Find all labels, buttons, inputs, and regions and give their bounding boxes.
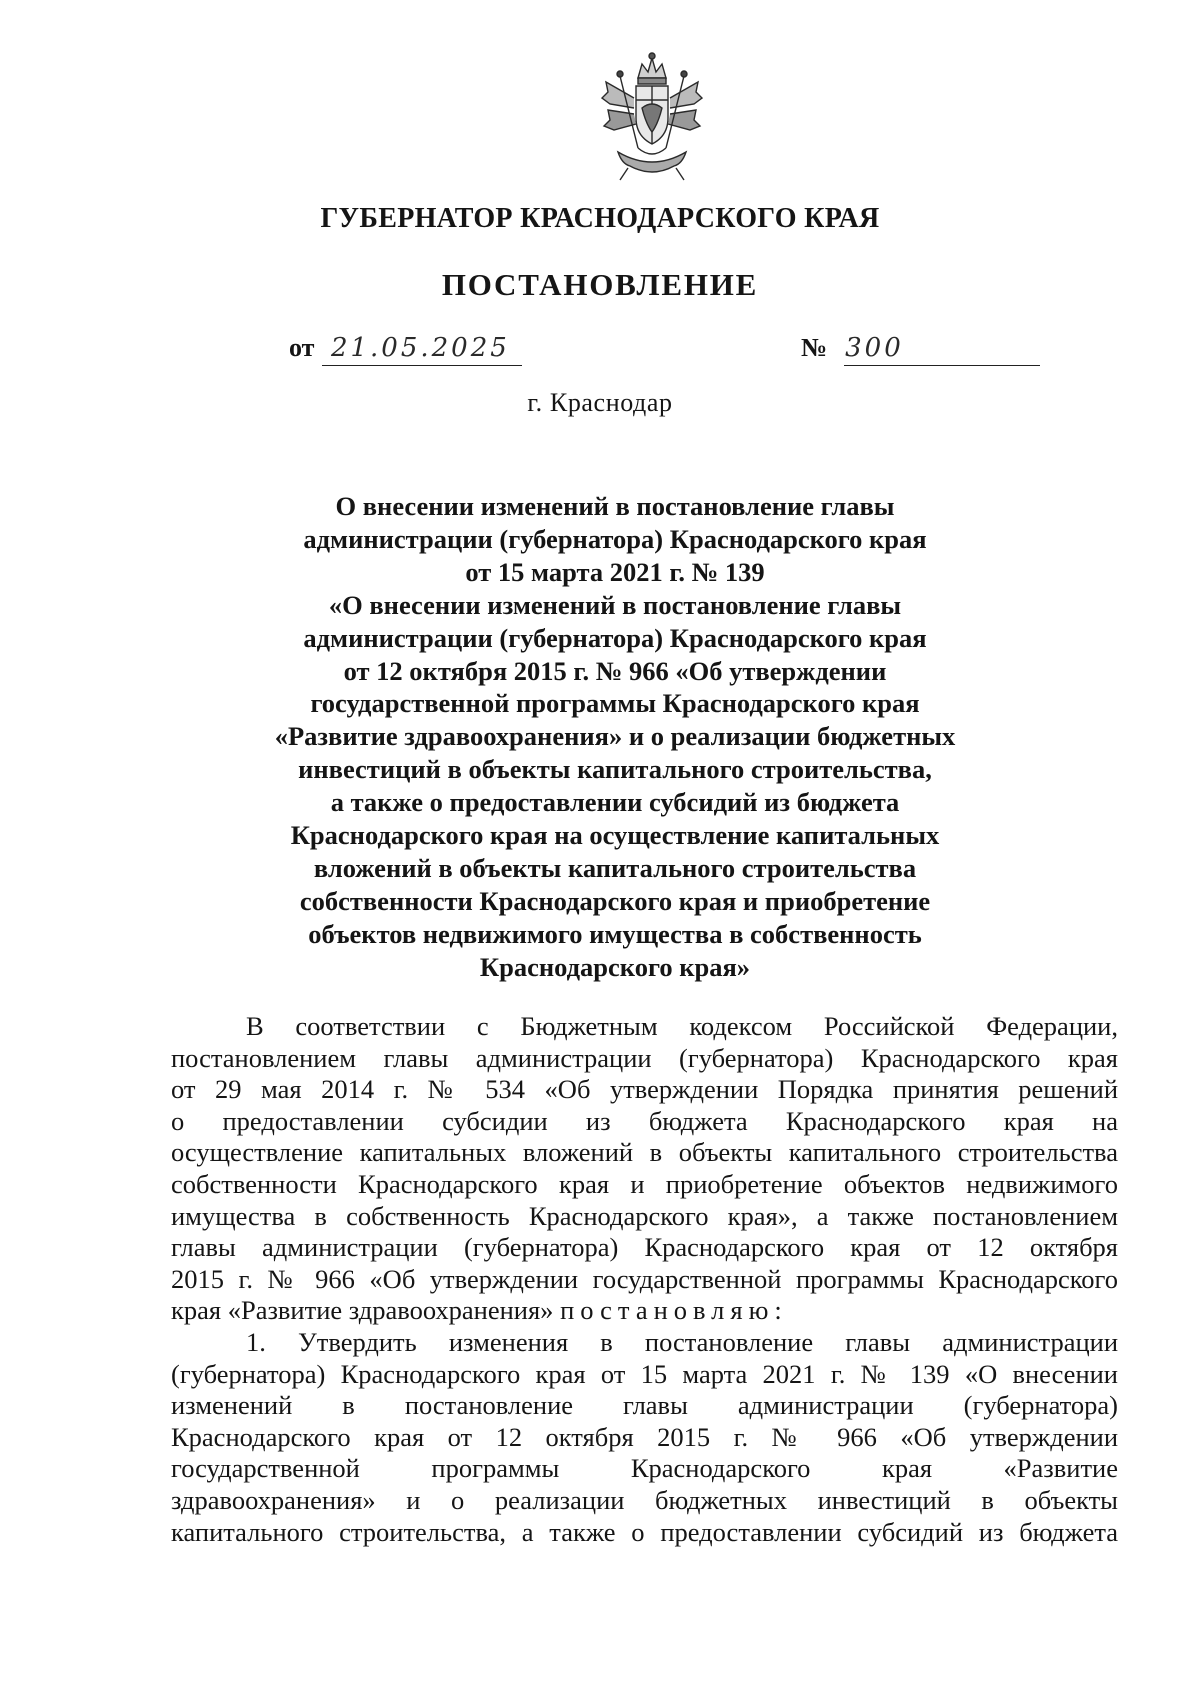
body-line: 2015 г. № 966 «Об утверждении государственной программы Краснодарского [171, 1263, 1118, 1294]
body-line: государственной программы Краснодарского края «Развитие [171, 1453, 1118, 1484]
heading-line: а также о предоставлении субсидий из бюджета [330, 787, 900, 818]
heading-line: администрации (губернатора) Краснодарского края [303, 622, 927, 653]
date-prefix: от [289, 333, 315, 362]
coat-of-arms-emblem [598, 48, 706, 188]
heading-line: от 15 марта 2021 г. № 139 [465, 556, 765, 587]
body-line: от 29 мая 2014 г. № 534 «Об утверждении Порядка принятия решений [171, 1074, 1118, 1105]
handwritten-number: 300 [845, 333, 904, 363]
body-line: Краснодарского края от 12 октября 2015 г. № 966 «Об утверждении [171, 1421, 1118, 1452]
city-line: г. Краснодар [527, 388, 673, 417]
body-line: изменений в постановление главы администрации (губернатора) [171, 1390, 1118, 1421]
heading-line: вложений в объекты капитального строительства [313, 852, 917, 883]
heading-line: Краснодарского края» [479, 951, 751, 982]
number-prefix: № [801, 333, 828, 362]
number-underline [844, 365, 1040, 366]
body-line: о предоставлении субсидии из бюджета Краснодарского края на [171, 1105, 1118, 1136]
heading-line: О внесении изменений в постановление главы [335, 491, 895, 521]
body-line: здравоохранения» и о реализации бюджетных инвестиций в объекты [171, 1484, 1118, 1515]
body-line: (губернатора) Краснодарского края от 15 марта 2021 г. № 139 «О внесении [171, 1358, 1118, 1389]
heading-line: «Развитие здравоохранения» и о реализации бюджетных [274, 721, 956, 752]
organization-title: ГУБЕРНАТОР КРАСНОДАРСКОГО КРАЯ [320, 203, 880, 234]
date-field [289, 331, 510, 365]
heading-line: объектов недвижимого имущества в собственность [308, 918, 922, 949]
document-body [171, 1011, 1118, 1548]
resolve-word: постановляю: [560, 1295, 788, 1326]
document-heading [250, 490, 980, 984]
handwritten-date: 21.05.2025 [330, 333, 510, 363]
body-line: имущества в собственность Краснодарского края», а также постановлением [171, 1200, 1118, 1231]
number-field [801, 331, 904, 365]
heading-line: государственной программы Краснодарского края [310, 688, 920, 719]
document-type-title: ПОСТАНОВЛЕНИЕ [441, 267, 759, 302]
heading-line: «О внесении изменений в постановление главы [328, 589, 902, 620]
heading-line: от 12 октября 2015 г. № 966 «Об утверждении [343, 655, 887, 686]
body-line: собственности Краснодарского края и приобретение объектов недвижимого [171, 1168, 1118, 1199]
body-line: В соответствии с Бюджетным кодексом Российской Федерации, [246, 1011, 1118, 1041]
heading-line: администрации (губернатора) Краснодарского края [303, 523, 927, 554]
date-underline [322, 365, 522, 366]
body-line: осуществление капитальных вложений в объекты капитального строительства [171, 1137, 1118, 1168]
body-line [171, 1295, 1118, 1327]
body-line: капитального строительства, а также о предоставлении субсидий из бюджета [171, 1516, 1118, 1547]
body-line: главы администрации (губернатора) Краснодарского края от 12 октября [171, 1232, 1118, 1263]
heading-line: Краснодарского края на осуществление капитальных [290, 820, 940, 851]
heading-line: собственности Краснодарского края и приобретение [299, 885, 931, 916]
body-line: постановлением главы администрации (губернатора) Краснодарского края [171, 1042, 1118, 1073]
body-line: 1. Утвердить изменения в постановление главы администрации [246, 1326, 1118, 1357]
body-line-text: края «Развитие здравоохранения» [171, 1295, 554, 1326]
heading-line: инвестиций в объекты капитального строительства, [298, 754, 932, 785]
